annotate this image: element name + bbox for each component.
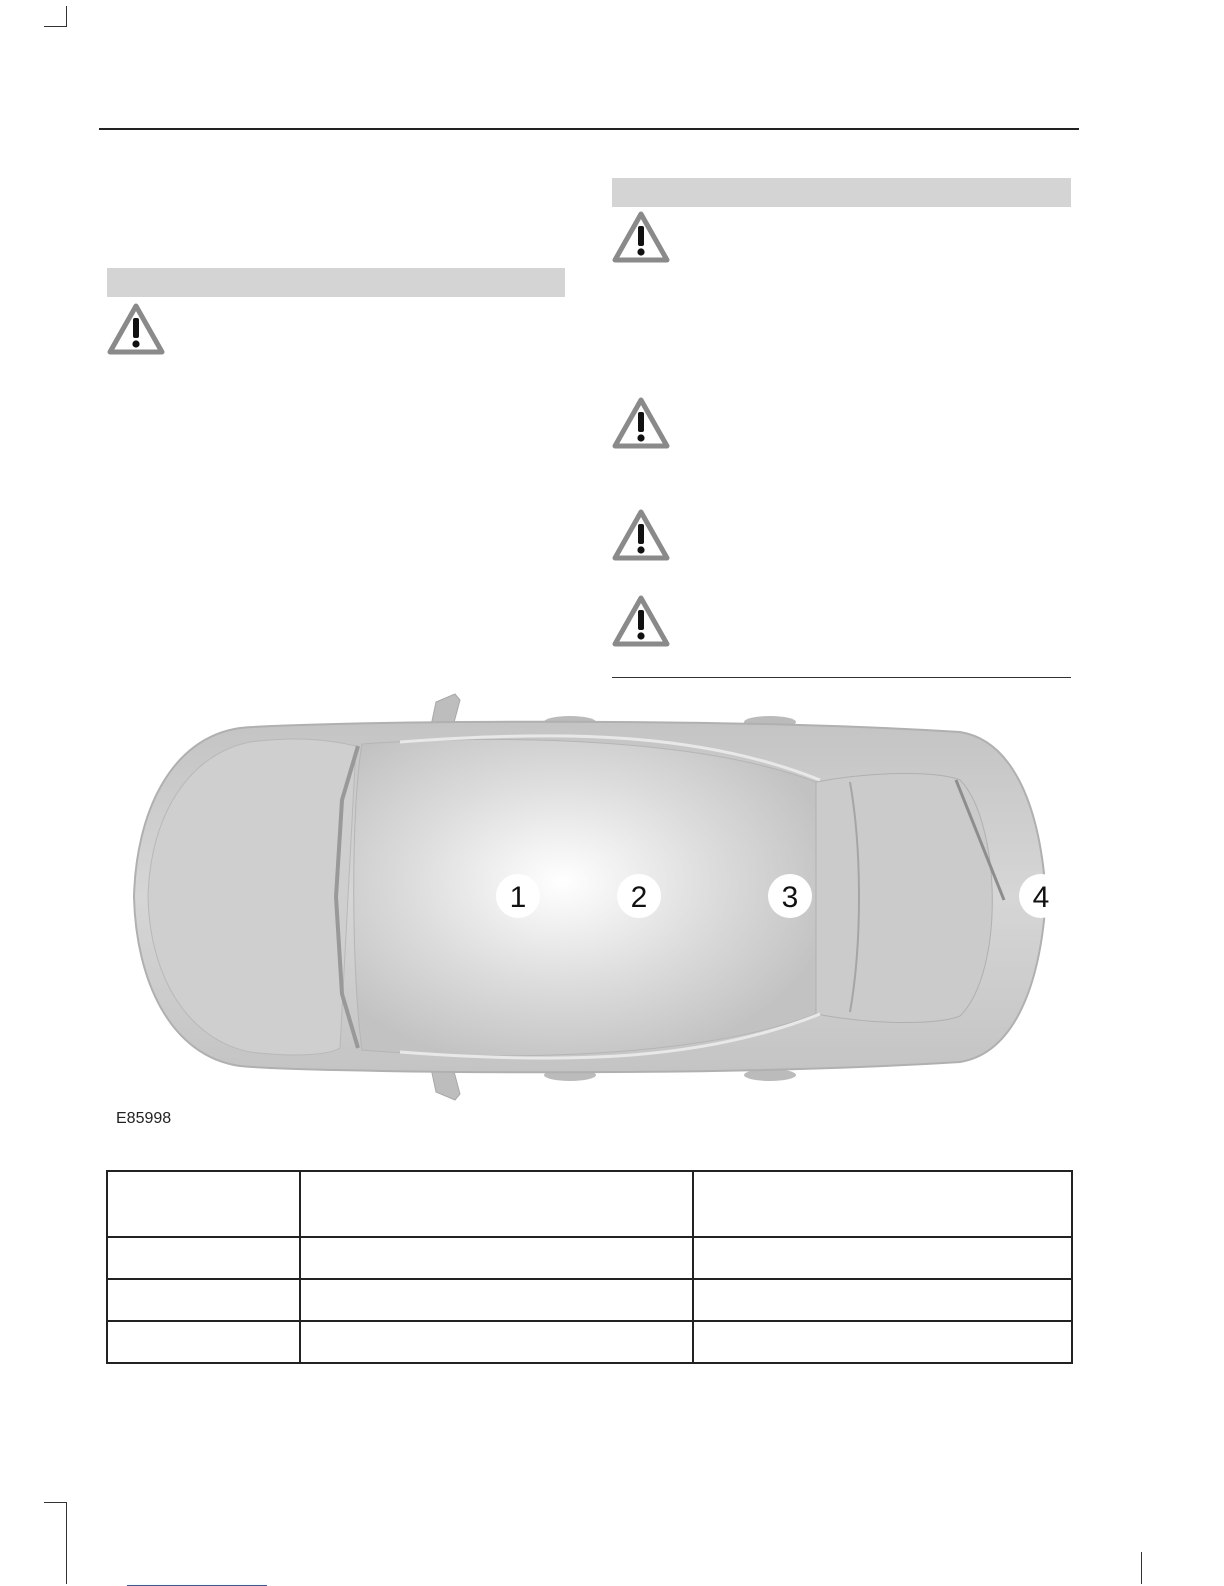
callout-2 bbox=[617, 874, 661, 918]
crop-mark-bottom-right bbox=[1141, 1552, 1142, 1584]
table-header-row bbox=[107, 1171, 1072, 1237]
svg-text:2: 2 bbox=[630, 881, 648, 914]
callout-3 bbox=[768, 874, 812, 918]
svg-text:1: 1 bbox=[509, 881, 527, 914]
crop-mark-top-left-vertical bbox=[66, 6, 67, 27]
warning-icon bbox=[612, 509, 670, 561]
table-cell bbox=[693, 1237, 1072, 1279]
warning-icon bbox=[612, 595, 670, 647]
table-header-cell bbox=[693, 1171, 1072, 1237]
table-cell bbox=[107, 1321, 300, 1363]
table-cell bbox=[693, 1279, 1072, 1321]
column-end-rule bbox=[612, 677, 1071, 678]
crop-mark-bottom-left-vertical bbox=[66, 1502, 67, 1584]
warning-icon bbox=[612, 211, 670, 263]
callout-1 bbox=[496, 874, 540, 918]
table-cell bbox=[300, 1321, 693, 1363]
table-row bbox=[107, 1321, 1072, 1363]
header-rule bbox=[99, 128, 1079, 130]
warning-icon bbox=[107, 303, 165, 355]
crop-mark-bottom-left-horizontal bbox=[44, 1502, 67, 1503]
vehicle-top-view-illustration bbox=[106, 690, 1071, 1115]
table-row bbox=[107, 1237, 1072, 1279]
table-row bbox=[107, 1279, 1072, 1321]
section-heading-bar-right bbox=[612, 178, 1071, 207]
table-cell bbox=[107, 1279, 300, 1321]
svg-text:4: 4 bbox=[1032, 881, 1050, 914]
figure-code: E85998 bbox=[116, 1110, 172, 1127]
table-cell bbox=[300, 1279, 693, 1321]
specification-table bbox=[106, 1170, 1073, 1364]
section-heading-bar-left bbox=[107, 268, 565, 297]
crop-mark-top-left-horizontal bbox=[44, 26, 67, 27]
table-cell bbox=[107, 1237, 300, 1279]
warning-icon bbox=[612, 397, 670, 449]
svg-text:3: 3 bbox=[781, 881, 799, 914]
table-cell bbox=[693, 1321, 1072, 1363]
table-header-cell bbox=[107, 1171, 300, 1237]
callout-4 bbox=[1019, 874, 1063, 918]
table-cell bbox=[300, 1237, 693, 1279]
table-header-cell bbox=[300, 1171, 693, 1237]
